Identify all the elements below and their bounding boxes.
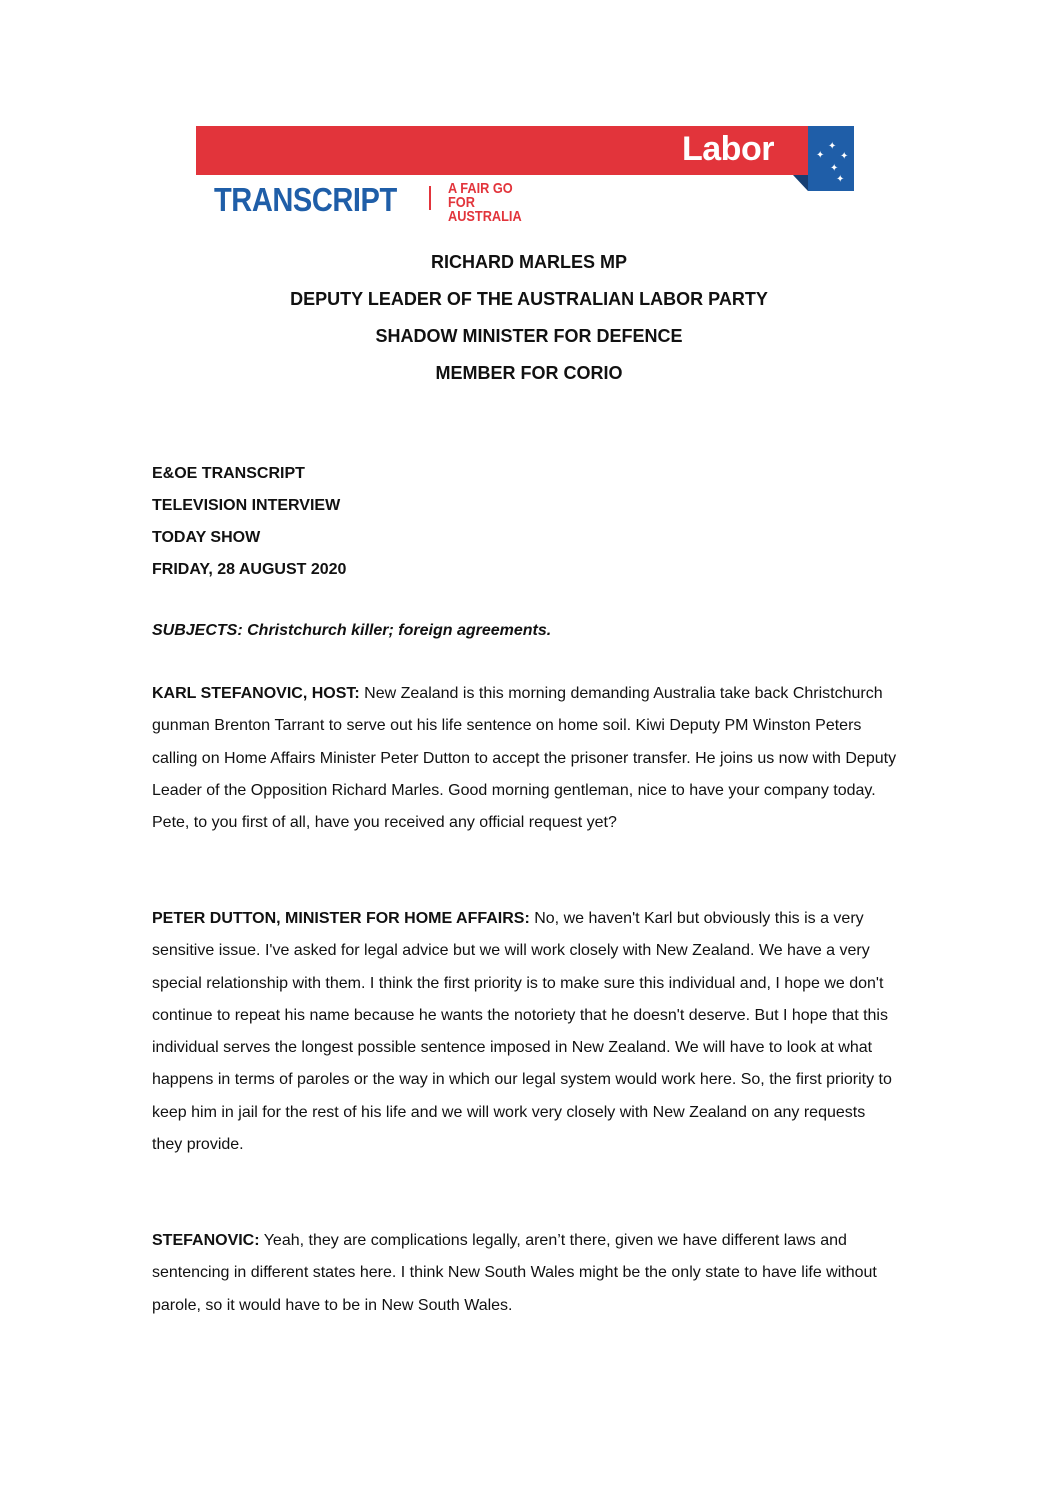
speaker-label: PETER DUTTON, MINISTER FOR HOME AFFAIRS: [152, 910, 530, 927]
tagline-line2: AUSTRALIA [448, 208, 522, 225]
paragraph-text: No, we haven't Karl but obviously this is a very sensitive issue. I've asked for legal advice but we will work closely with New Zealand. We have a very special relationship with them. I think the first priority is to make sure this individual and, I hope we don't continue to repeat his name because he wants the notoriety that he doesn't deserve. But I hope that this individual serves the longest possible sentence imposed in New Zealand. We will have to look at what happens in terms of paroles or the way in which our legal system would work here. So, the first priority to keep him in jail for the rest of his life and we will work very closely with New Zealand on any requests they provide. [152, 910, 892, 1154]
southern-cross-icon: ✦ ✦ ✦ ✦ ✦ [808, 126, 854, 191]
tagline-line1: A FAIR GO FOR [448, 180, 513, 211]
transcript-paragraph [152, 678, 897, 839]
meta-transcript-type: E&OE TRANSCRIPT [152, 465, 305, 482]
title-role-member: MEMBER FOR CORIO [435, 363, 623, 383]
subjects-line: SUBJECTS: Christchurch killer; foreign agreements. [152, 622, 552, 639]
transcript-paragraph [152, 903, 897, 1161]
paragraph-text: Yeah, they are complications legally, aren’t there, given we have different laws and sentencing in different states here. I think New South Wales might be the only state to have life without parole, so it would have to be in New South Wales. [152, 1232, 877, 1314]
logo-fold [793, 175, 808, 191]
banner-title: TRANSCRIPT [214, 181, 397, 218]
meta-date: FRIDAY, 28 AUGUST 2020 [152, 561, 347, 578]
banner-divider [429, 186, 431, 210]
title-name: RICHARD MARLES MP [431, 252, 627, 272]
transcript-paragraph [152, 1225, 897, 1322]
labor-logo-text: Labor [682, 130, 774, 168]
title-role-deputy-leader: DEPUTY LEADER OF THE AUSTRALIAN LABOR PARTY [290, 289, 768, 309]
banner-tagline [448, 182, 542, 224]
speaker-label: STEFANOVIC: [152, 1232, 260, 1249]
meta-interview-type: TELEVISION INTERVIEW [152, 497, 341, 514]
transcript-meta [152, 458, 346, 586]
paragraph-text: New Zealand is this morning demanding Australia take back Christchurch gunman Brenton Tarrant to serve out his life sentence on home soil. Kiwi Deputy PM Winston Peters calling on Home Affairs Minister Peter Dutton to accept the prisoner transfer. He joins us now with Deputy Leader of the Opposition Richard Marles. Good morning gentleman, nice to have your company today. Pete, to you first of all, have you received any official request yet? [152, 685, 897, 832]
speaker-label: KARL STEFANOVIC, HOST: [152, 685, 360, 702]
meta-show: TODAY SHOW [152, 529, 261, 546]
document-title-block [0, 244, 1058, 392]
transcript-banner [196, 126, 854, 225]
title-role-shadow-minister: SHADOW MINISTER FOR DEFENCE [375, 326, 683, 346]
